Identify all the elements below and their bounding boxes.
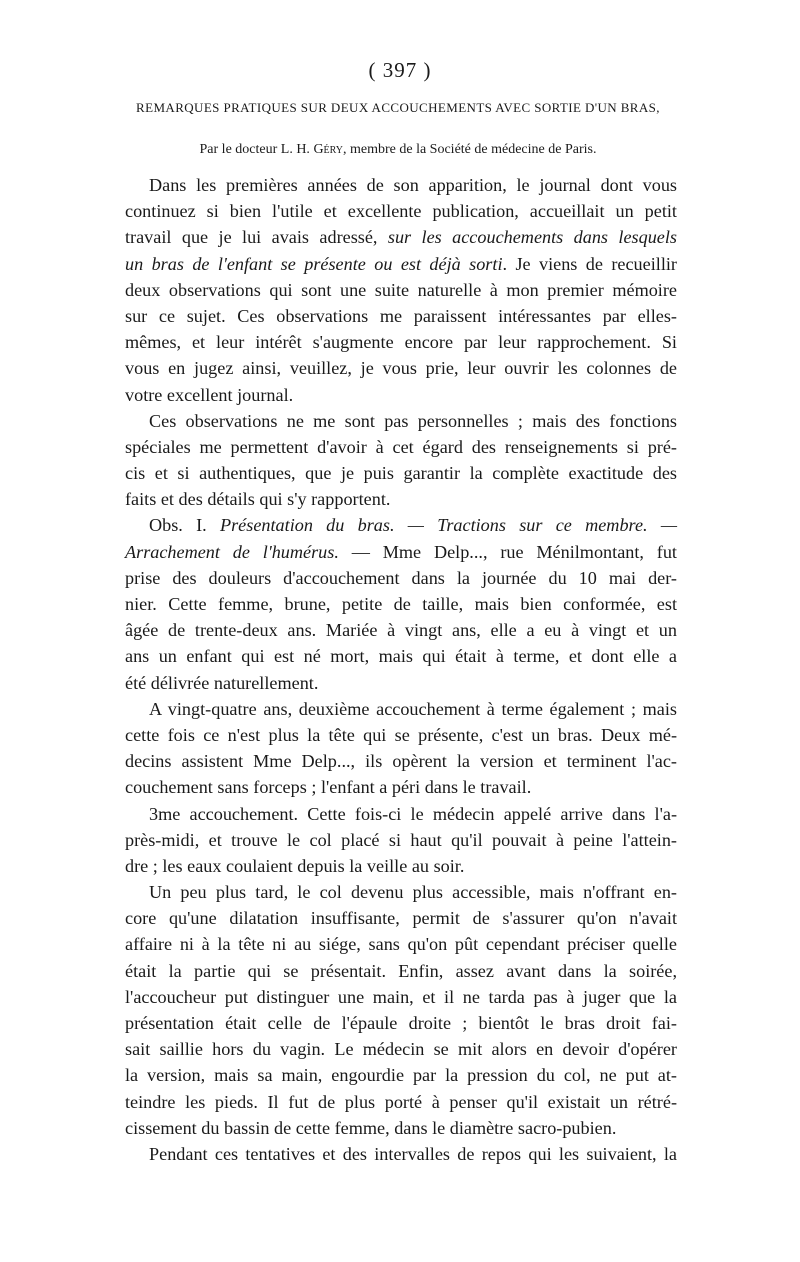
text-segment: ans un enfant qui est né mort, mais qui était à terme, et dont elle a — [125, 646, 677, 667]
article-body — [125, 172, 677, 1167]
text-segment: travail que je lui avais adressé, — [125, 227, 388, 248]
italic-text: Arrachement de l'humérus. — [125, 541, 339, 562]
article-byline — [118, 142, 678, 158]
byline-prefix: Par le docteur L. H. — [199, 142, 314, 157]
text-line — [125, 224, 677, 250]
text-segment: faits et des détails qui s'y rapportent. — [125, 489, 391, 510]
text-segment: — Mme Delp..., rue Ménilmontant, fut — [338, 541, 677, 562]
text-segment: nier. Cette femme, brune, petite de taille, mais bien conformée, est — [125, 594, 677, 614]
italic-text: un bras de l'enfant se présente ou est déjà sorti — [125, 253, 503, 274]
byline-author: Géry — [313, 142, 343, 157]
text-segment: decins assistent Mme Delp..., ils opèrent la version et terminent l'ac- — [125, 751, 677, 772]
text-line — [125, 277, 677, 303]
text-line — [125, 1062, 677, 1088]
text-line — [125, 172, 677, 198]
text-line — [125, 958, 677, 984]
text-segment: cissement du bassin de cette femme, dans le diamètre sacro-pubien. — [125, 1117, 617, 1138]
text-line — [125, 617, 677, 643]
italic-text: sur les accouchements dans lesquels — [387, 227, 677, 248]
text-segment: mêmes, et leur intérêt s'augmente encore par leur rapprochement. Si — [125, 332, 677, 353]
text-line — [125, 565, 677, 591]
text-segment: Un peu plus tard, le col devenu plus accessible, mais n'offrant en- — [149, 882, 677, 903]
byline-suffix: , membre de la Société de médecine de Paris. — [343, 142, 597, 157]
text-line — [125, 251, 677, 277]
text-segment: spéciales me permettent d'avoir à cet égard des renseignements si pré- — [125, 436, 677, 457]
page-number: ( 397 ) — [368, 58, 432, 82]
text-line — [125, 853, 677, 879]
text-segment: cis et si authentiques, que je puis garantir la complète exactitude des — [125, 463, 677, 484]
text-segment: affaire ni à la tête ni au siége, sans qu'on pût cependant préciser quelle — [125, 934, 677, 955]
article-title: REMARQUES PRATIQUES SUR DEUX ACCOUCHEMENTS AVEC SORTIE D'UN BRAS, — [136, 100, 660, 115]
italic-text: Présentation du bras. — Tractions sur ce membre. — — [219, 515, 677, 536]
text-line — [125, 905, 677, 931]
text-segment: près-midi, et trouve le col placé si haut qu'il pouvait à peine l'attein- — [125, 829, 677, 850]
text-segment: teindre les pieds. Il fut de plus porté à penser qu'il existait un rétré- — [125, 1091, 677, 1112]
text-line — [125, 696, 677, 722]
text-line — [125, 1089, 677, 1115]
text-segment: Dans les premières années de son apparition, le journal dont vous — [149, 175, 677, 195]
text-line — [125, 670, 677, 696]
text-line — [125, 1036, 677, 1062]
text-segment: était la partie qui se présentait. Enfin, assez avant dans la soirée, — [125, 960, 677, 981]
text-segment: Ces observations ne me sont pas personnelles ; mais des fonctions — [149, 410, 677, 431]
text-segment: sur ce sujet. Ces observations me paraissent intéressantes par elles- — [125, 305, 677, 326]
text-segment: dre ; les eaux coulaient depuis la veille au soir. — [125, 855, 465, 876]
text-line — [125, 382, 677, 408]
text-line — [125, 512, 677, 538]
text-line — [125, 1010, 677, 1036]
text-line — [125, 486, 677, 512]
text-segment: âgée de trente-deux ans. Mariée à vingt ans, elle a eu à vingt et un — [125, 620, 677, 641]
text-line — [125, 355, 677, 381]
text-line — [125, 1141, 677, 1167]
text-segment: votre excellent journal. — [125, 384, 294, 405]
text-segment: cette fois ce n'est plus la tête qui se présente, c'est un bras. Deux mé- — [125, 724, 677, 745]
text-line — [125, 329, 677, 355]
text-segment: continuez si bien l'utile et excellente publication, accueillait un petit — [125, 201, 677, 222]
text-segment: la version, mais sa main, engourdie par la pression du col, ne put at- — [125, 1065, 677, 1086]
text-segment: prise des douleurs d'accouchement dans la journée du 10 mai der- — [125, 567, 677, 588]
text-line — [125, 643, 677, 669]
text-line — [125, 827, 677, 853]
text-line — [125, 434, 677, 460]
text-line — [125, 460, 677, 486]
text-line — [125, 539, 677, 565]
text-segment: été délivrée naturellement. — [125, 672, 319, 693]
text-segment: 3me accouchement. Cette fois-ci le médecin appelé arrive dans l'a- — [149, 803, 677, 824]
text-line — [125, 303, 677, 329]
text-line — [125, 1115, 677, 1141]
text-segment: Pendant ces tentatives et des intervalles de repos qui les suivaient, la — [149, 1143, 677, 1164]
text-line — [125, 748, 677, 774]
text-line — [125, 774, 677, 800]
text-segment: Obs. I. — [149, 515, 220, 536]
text-segment: présentation était celle de l'épaule droite ; bientôt le bras droit fai- — [125, 1013, 677, 1033]
text-line — [125, 984, 677, 1010]
text-line — [125, 408, 677, 434]
text-segment: sait saillie hors du vagin. Le médecin se mit alors en devoir d'opérer — [125, 1039, 677, 1060]
text-line — [125, 198, 677, 224]
text-segment: l'accoucheur put distinguer une main, et il ne tarda pas à juger que la — [125, 986, 677, 1007]
text-line — [125, 931, 677, 957]
text-line — [125, 879, 677, 905]
text-segment: couchement sans forceps ; l'enfant a péri dans le travail. — [125, 777, 532, 798]
text-segment: vous en jugez ainsi, veuillez, je vous prie, leur ouvrir les colonnes de — [125, 358, 677, 379]
text-segment: A vingt-quatre ans, deuxième accouchement à terme également ; mais — [149, 698, 677, 719]
text-line — [125, 722, 677, 748]
text-line — [125, 801, 677, 827]
text-segment: . Je viens de recueillir — [502, 253, 677, 274]
text-segment: core qu'une dilatation insuffisante, permit de s'assurer qu'on n'avait — [125, 908, 677, 929]
text-line — [125, 591, 677, 617]
text-segment: deux observations qui sont une suite naturelle à mon premier mémoire — [125, 279, 677, 300]
